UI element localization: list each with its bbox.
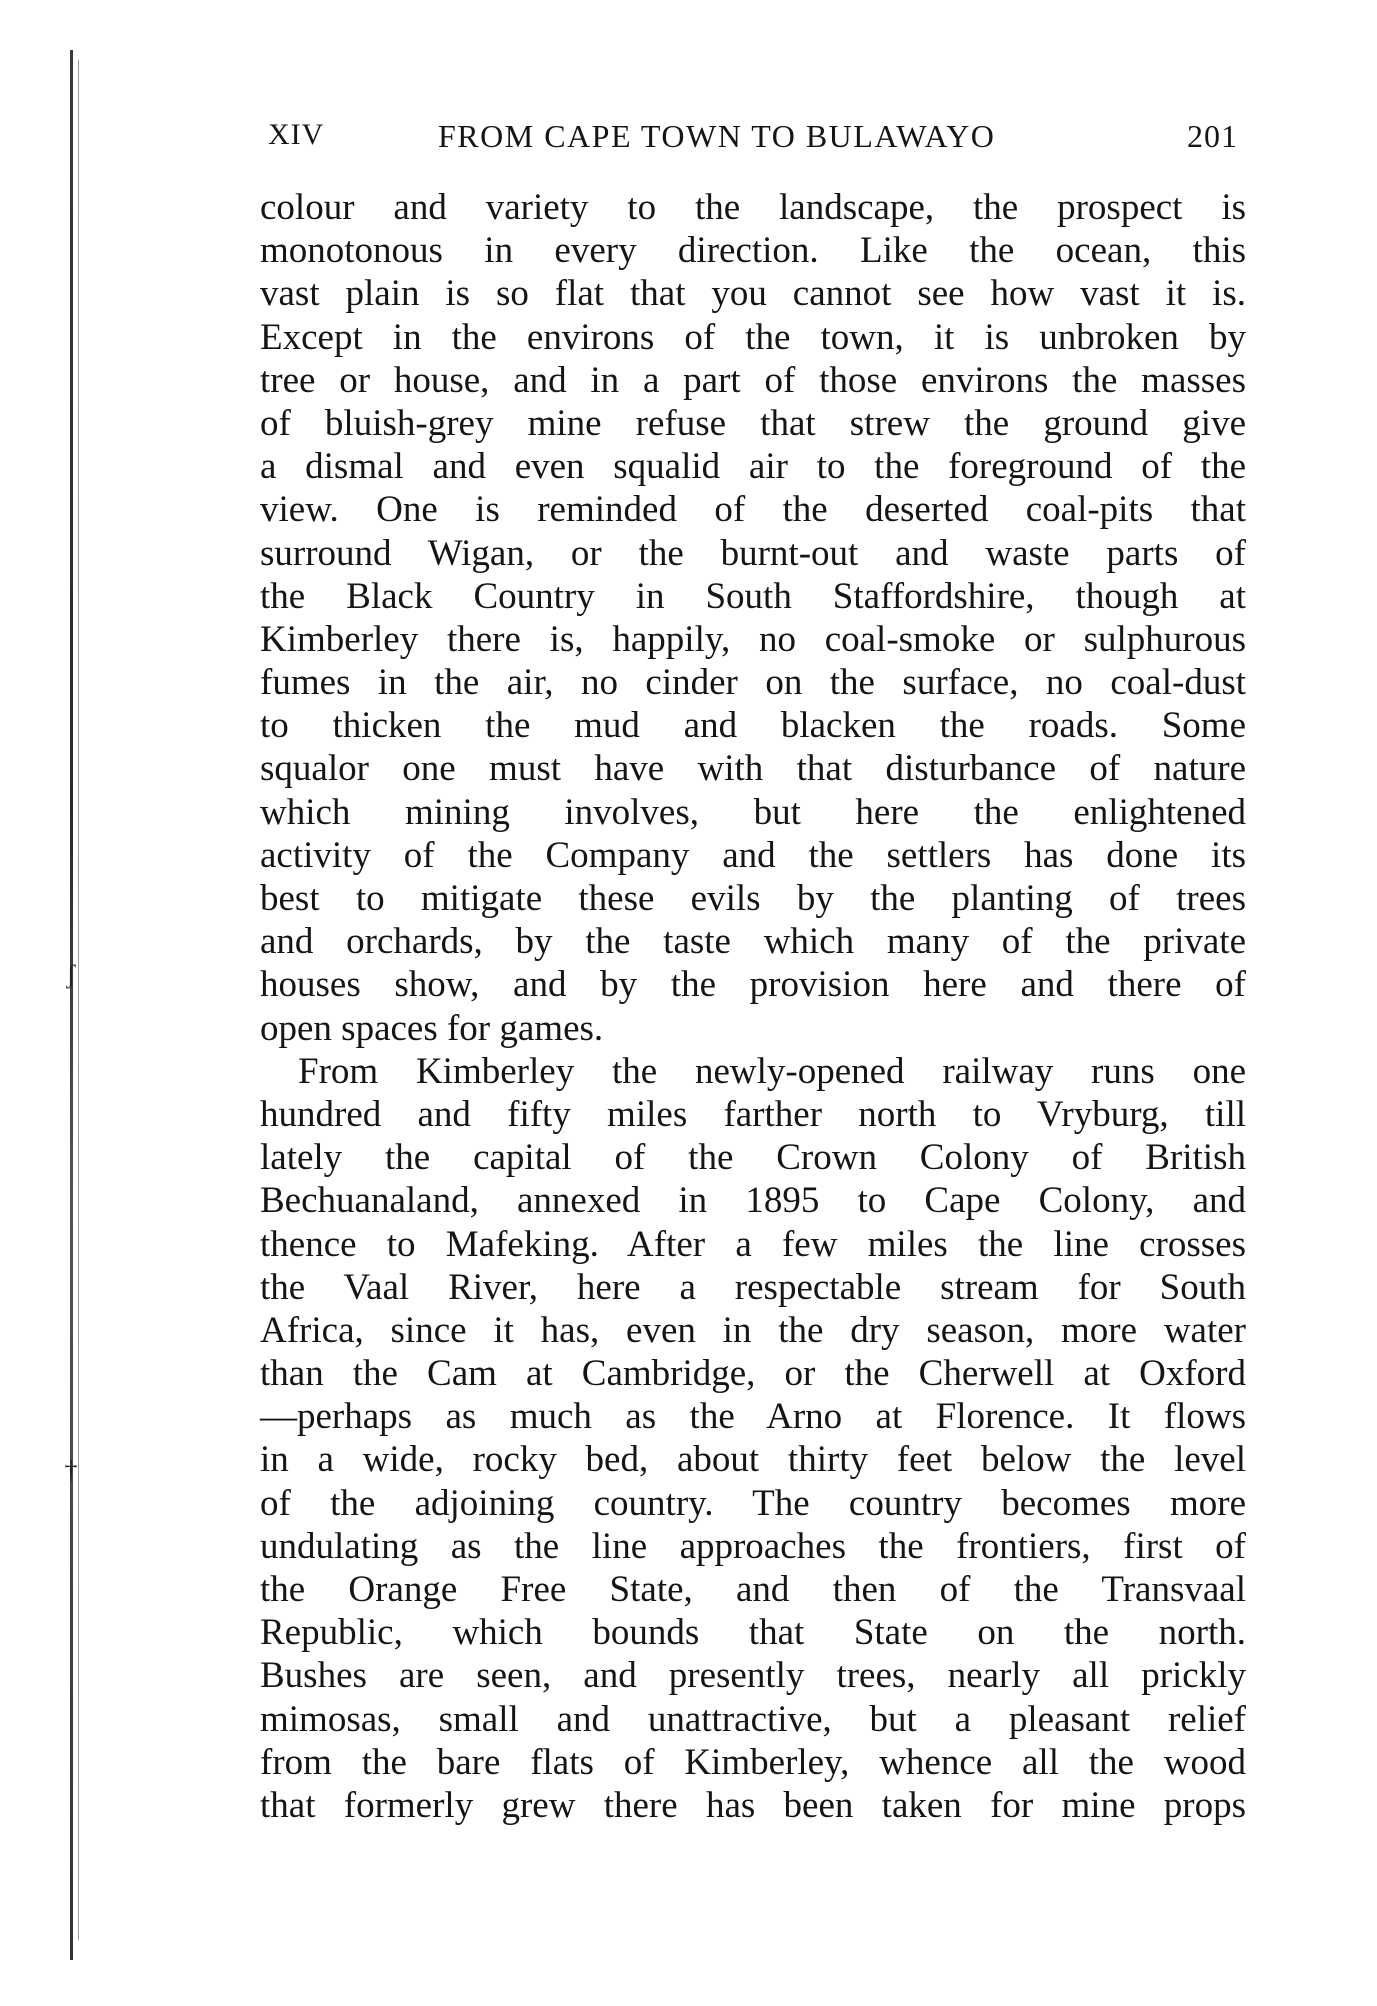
page-number: 201 <box>1187 118 1238 154</box>
text-line: Africa, since it has, even in the dry season, more water <box>260 1309 1246 1351</box>
text-line: in a wide, rocky bed, about thirty feet below the level <box>260 1439 1246 1481</box>
text-line: houses show, and by the provision here and there of <box>260 964 1246 1006</box>
text-line: Republic, which bounds that State on the north. <box>260 1612 1246 1654</box>
paragraph <box>260 186 1246 1050</box>
text-line: hundred and fifty miles farther north to Vryburg, till <box>260 1093 1246 1135</box>
text-line: a dismal and even squalid air to the foreground of the <box>260 446 1246 488</box>
text-line: from the bare flats of Kimberley, whence all the wood <box>260 1741 1246 1783</box>
text-line: monotonous in every direction. Like the ocean, this <box>260 230 1246 272</box>
text-line: which mining involves, but here the enlightened <box>260 791 1246 833</box>
text-line: mimosas, small and unattractive, but a pleasant relief <box>260 1698 1246 1740</box>
binding-edge-line <box>70 50 73 1960</box>
text-line: Except in the environs of the town, it is unbroken by <box>260 316 1246 358</box>
binding-thread-mark: ʃ <box>66 960 76 989</box>
text-line: view. One is reminded of the deserted coal-pits that <box>260 489 1246 531</box>
text-line: thence to Mafeking. After a few miles the line crosses <box>260 1223 1246 1265</box>
text-line: activity of the Company and the settlers has done its <box>260 834 1246 876</box>
text-line: Kimberley there is, happily, no coal-smoke or sulphurous <box>260 618 1246 660</box>
text-line: and orchards, by the taste which many of the private <box>260 921 1246 963</box>
text-line: the Black Country in South Staffordshire, though at <box>260 575 1246 617</box>
text-line: tree or house, and in a part of those environs the masses <box>260 359 1246 401</box>
body-text <box>260 186 1246 1827</box>
text-line: of bluish-grey mine refuse that strew the ground give <box>260 402 1246 444</box>
running-header <box>268 118 1238 168</box>
binding-edge-shadow <box>78 60 79 1940</box>
text-line: that formerly grew there has been taken for mine props <box>260 1784 1246 1826</box>
text-line: —perhaps as much as the Arno at Florence. It flows <box>260 1396 1246 1438</box>
text-line: surround Wigan, or the burnt-out and waste parts of <box>260 532 1246 574</box>
text-line: the Vaal River, here a respectable stream for South <box>260 1266 1246 1308</box>
text-line: best to mitigate these evils by the planting of trees <box>260 878 1246 919</box>
text-line: than the Cam at Cambridge, or the Cherwell at Oxford <box>260 1353 1246 1395</box>
paragraph <box>260 1050 1246 1827</box>
text-line: From Kimberley the newly-opened railway runs one <box>298 1050 1246 1092</box>
text-line: colour and variety to the landscape, the prospect is <box>260 187 1246 228</box>
text-line: squalor one must have with that disturbance of nature <box>260 748 1246 790</box>
text-line: open spaces for games. <box>260 1007 604 1049</box>
binding-thread-mark: † <box>64 1456 78 1485</box>
text-line: vast plain is so flat that you cannot see how vast it is. <box>260 273 1246 315</box>
text-line: undulating as the line approaches the frontiers, first of <box>260 1525 1246 1567</box>
text-line: Bushes are seen, and presently trees, nearly all prickly <box>260 1655 1246 1697</box>
text-line: to thicken the mud and blacken the roads. Some <box>260 705 1246 747</box>
text-line: fumes in the air, no cinder on the surface, no coal-dust <box>260 662 1246 704</box>
text-line: of the adjoining country. The country becomes more <box>260 1482 1246 1524</box>
text-line: lately the capital of the Crown Colony of British <box>260 1137 1246 1179</box>
text-line: the Orange Free State, and then of the Transvaal <box>260 1569 1246 1610</box>
running-title: FROM CAPE TOWN TO BULAWAYO <box>438 118 996 154</box>
chapter-number: XIV <box>268 118 325 151</box>
text-line: Bechuanaland, annexed in 1895 to Cape Colony, and <box>260 1180 1246 1222</box>
